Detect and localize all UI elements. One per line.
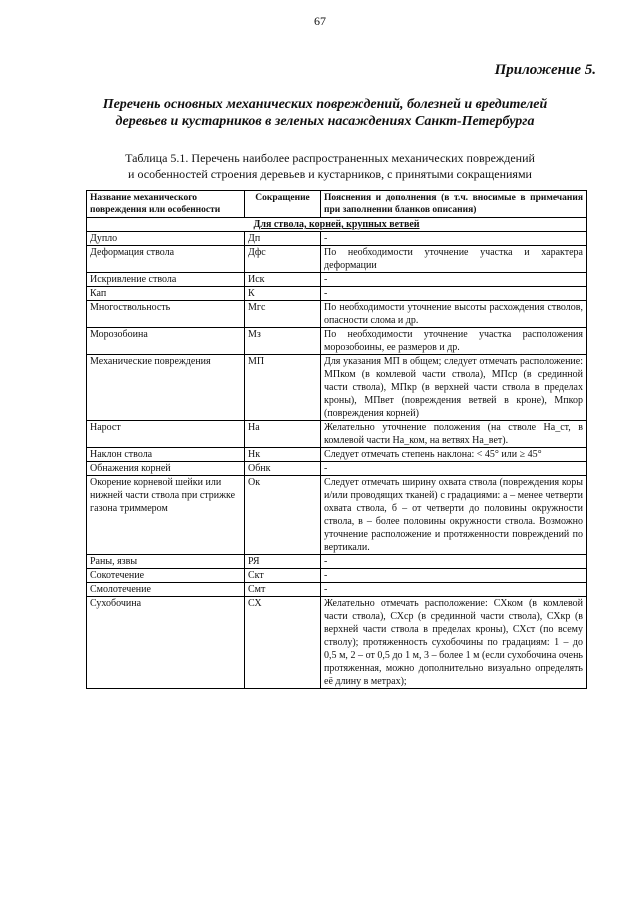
- table-row: [87, 328, 587, 355]
- row-notes: -: [321, 583, 587, 597]
- damage-table: [86, 190, 587, 689]
- appendix-label: Приложение 5.: [494, 62, 596, 78]
- row-notes: -: [321, 462, 587, 476]
- row-name: Раны, язвы: [87, 555, 245, 569]
- row-name: Нарост: [87, 421, 245, 448]
- row-name: Искривление ствола: [87, 273, 245, 287]
- page-number: 67: [314, 14, 326, 28]
- row-name: Деформация ствола: [87, 246, 245, 273]
- header-name: Название механического повреждения или особенности: [87, 191, 245, 218]
- row-notes: -: [321, 555, 587, 569]
- table-row: [87, 597, 587, 689]
- row-notes: Следует отмечать степень наклона: < 45° или ≥ 45°: [321, 448, 587, 462]
- row-notes: Следует отмечать ширину охвата ствола (повреждения коры и/или проводящих тканей) с градациями: а – менее четверти охвата ствола, б – от четверти до половины окружности ствола, в – более половины окружности ствола. Возможно уточнение расположение и протяженности повреждений по вертикали.: [321, 476, 587, 555]
- header-notes: Пояснения и дополнения (в т.ч. вносимые в примечания при заполнении бланков описания): [321, 191, 587, 218]
- row-notes: Желательно отмечать расположение: СХком (в комлевой части ствола), СХср (в срединной части ствола), СХкр (в верхней части ствола в пределах кроны), СХст (по всему стволу); протяженность сухобочины по градациям: 1 – до 0,5 м, 2 – от 0,5 до 1 м, 3 – более 1 м (если сухобочина очень протяженная, можно дополнительно визуально определять её длину в метрах);: [321, 597, 587, 689]
- row-abbr: Мз: [245, 328, 321, 355]
- section-title: Для ствола, корней, крупных ветвей: [87, 218, 587, 232]
- row-abbr: СХ: [245, 597, 321, 689]
- table-caption: [90, 150, 570, 182]
- row-abbr: На: [245, 421, 321, 448]
- row-name: Наклон ствола: [87, 448, 245, 462]
- row-abbr: Иск: [245, 273, 321, 287]
- table-header-row: [87, 191, 587, 218]
- row-name: Окорение корневой шейки или нижней части ствола при стрижке газона триммером: [87, 476, 245, 555]
- header-abbr: Сокращение: [245, 191, 321, 218]
- row-abbr: К: [245, 287, 321, 301]
- row-abbr: Смт: [245, 583, 321, 597]
- row-notes: -: [321, 287, 587, 301]
- row-name: Многоствольность: [87, 301, 245, 328]
- row-abbr: РЯ: [245, 555, 321, 569]
- table-row: [87, 569, 587, 583]
- table-row: [87, 301, 587, 328]
- row-notes: -: [321, 273, 587, 287]
- row-name: Механические повреждения: [87, 355, 245, 421]
- row-notes: -: [321, 569, 587, 583]
- row-name: Дупло: [87, 232, 245, 246]
- row-name: Сухобочина: [87, 597, 245, 689]
- row-abbr: Дп: [245, 232, 321, 246]
- row-name: Обнажения корней: [87, 462, 245, 476]
- table-row: [87, 273, 587, 287]
- table-row: [87, 555, 587, 569]
- table-row: [87, 476, 587, 555]
- row-notes: По необходимости уточнение высоты расхождения стволов, опасности слома и др.: [321, 301, 587, 328]
- table-row: [87, 355, 587, 421]
- caption-line-2: и особенностей строения деревьев и кустарников, с принятыми сокращениями: [128, 167, 532, 181]
- row-notes: По необходимости уточнение участка и характера деформации: [321, 246, 587, 273]
- caption-line-1: Таблица 5.1. Перечень наиболее распространенных механических повреждений: [125, 151, 535, 165]
- title-line-2: деревьев и кустарников в зеленых насаждениях Санкт-Петербурга: [115, 114, 535, 129]
- table-row: [87, 448, 587, 462]
- row-abbr: МП: [245, 355, 321, 421]
- row-notes: Желательно уточнение положения (на стволе На_ст, в комлевой части На_ком, на ветвях На_вет).: [321, 421, 587, 448]
- document-title: [60, 96, 590, 130]
- table-row: [87, 232, 587, 246]
- row-abbr: Ок: [245, 476, 321, 555]
- row-notes: Для указания МП в общем; следует отмечать расположение: МПком (в комлевой части ствола), МПср (в срединной части ствола), МПкр (в верхней части ствола в пределах кроны), МПвет (повреждения ветвей в кроне), Мпкор (повреждения корней): [321, 355, 587, 421]
- row-abbr: Нк: [245, 448, 321, 462]
- table-row: [87, 421, 587, 448]
- row-abbr: Мгс: [245, 301, 321, 328]
- row-name: Кап: [87, 287, 245, 301]
- row-name: Морозобоина: [87, 328, 245, 355]
- row-notes: По необходимости уточнение участка расположения морозобоины, ее размеров и др.: [321, 328, 587, 355]
- table-row: [87, 462, 587, 476]
- table-row: [87, 287, 587, 301]
- title-line-1: Перечень основных механических повреждений, болезней и вредителей: [102, 97, 548, 112]
- row-name: Сокотечение: [87, 569, 245, 583]
- table-row: [87, 246, 587, 273]
- row-abbr: Скт: [245, 569, 321, 583]
- row-abbr: Дфс: [245, 246, 321, 273]
- row-abbr: Обнк: [245, 462, 321, 476]
- row-notes: -: [321, 232, 587, 246]
- section-row: [87, 218, 587, 232]
- table-row: [87, 583, 587, 597]
- row-name: Смолотечение: [87, 583, 245, 597]
